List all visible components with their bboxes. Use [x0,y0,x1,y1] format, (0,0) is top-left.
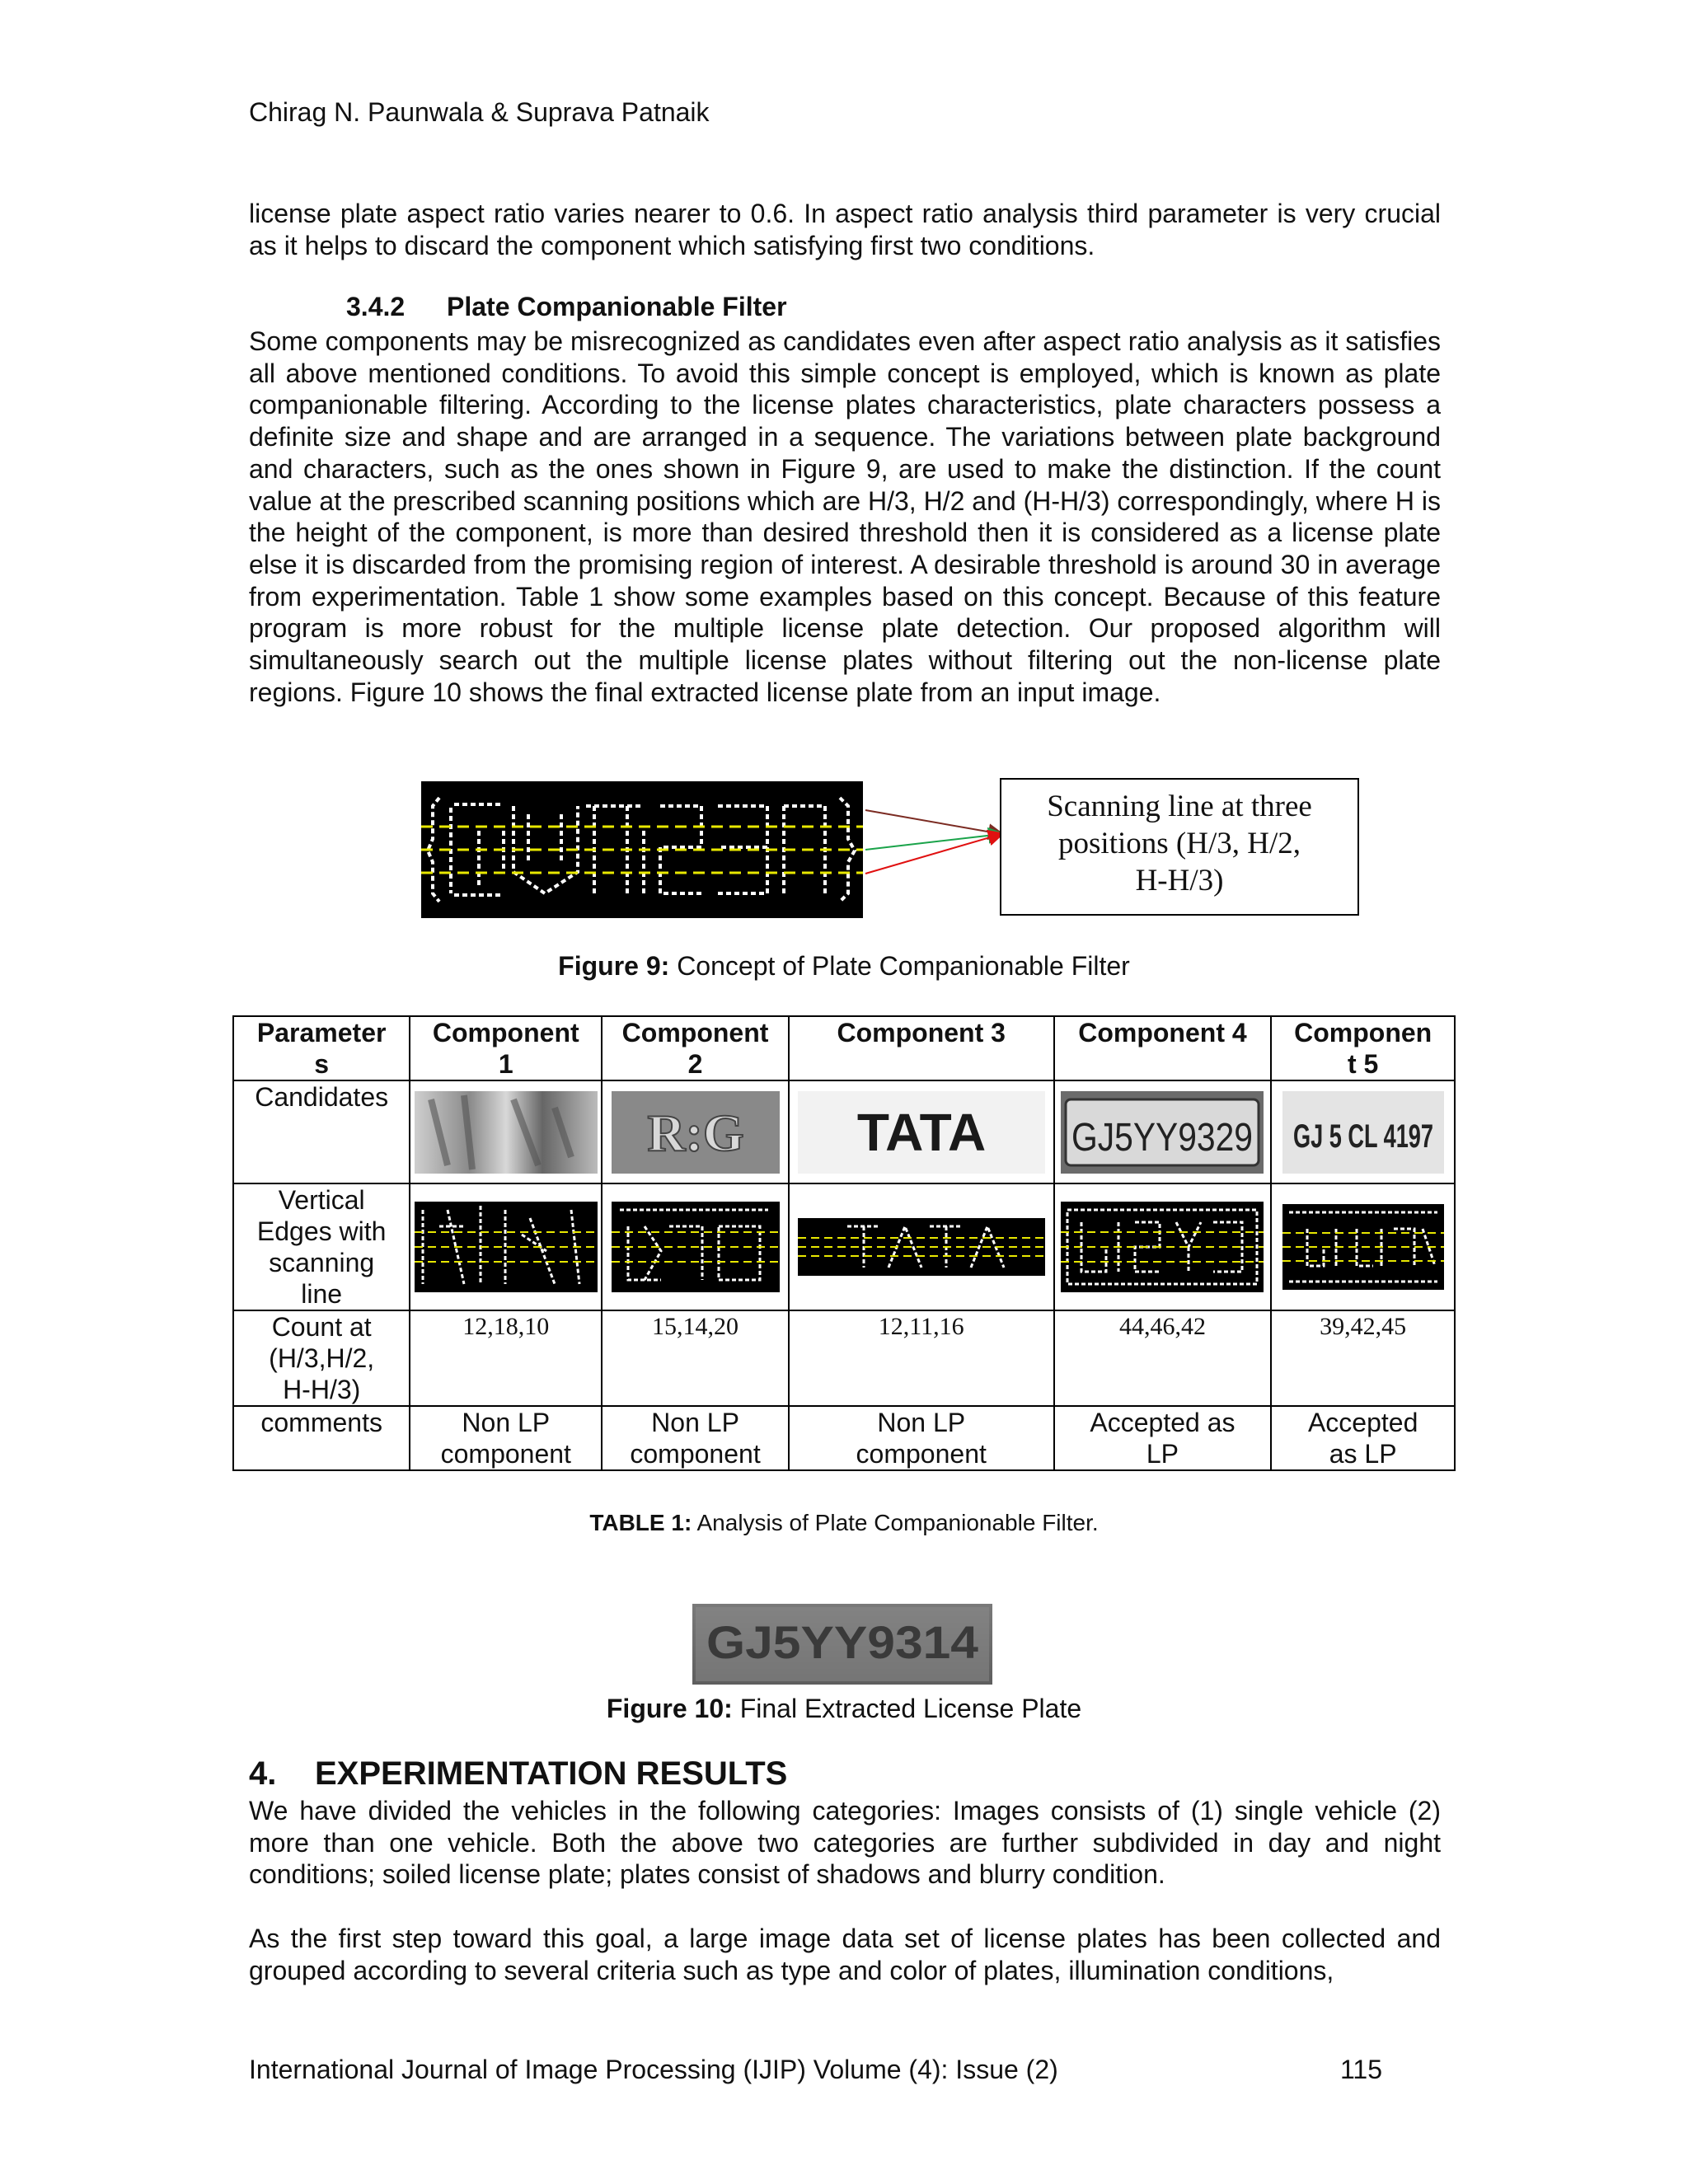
count-component-2: 15,14,20 [602,1310,789,1406]
table-header-row [233,1016,1455,1080]
figure9-label: Figure 9: [558,951,670,981]
paragraph-companionable-filter: Some components may be misrecognized as candidates even after aspect ratio analysis as it satisfies all above mentioned conditions. To avoid this simple concept is employed, which is known as plate companionable filtering. According to the license plates characteristics, plate characters possess a definite size and shape and are arranged in a sequence. The variations between plate background and characters, such as the ones shown in Figure 9, are used to make the distinction. If the count value at the prescribed scanning positions which are H/3, H/2 and (H-H/3) correspondingly, where H is the height of the component, is more than desired threshold then it is considered as a license plate else it is discarded from the promising region of interest. A desirable threshold is around 30 in average from experimentation. Table 1 show some examples based on this concept. Because of this feature program is more robust for the multiple license plate detection. Our proposed algorithm will simultaneously search out the multiple license plates without filtering out the non-license plate regions. Figure 10 shows the final extracted license plate from an input image. [249,326,1441,707]
table1 [232,1015,1456,1471]
table1-caption [0,1510,1688,1536]
count-component-5: 39,42,45 [1271,1310,1455,1406]
arrow-top-scanline [865,810,1001,834]
candidate-5-text: GJ 5 CL 4197 [1292,1118,1433,1155]
arrow-bottom-scanline [865,834,1001,874]
edge-image-2 [602,1183,789,1310]
paragraph-dataset: As the first step toward this goal, a large image data set of license plates has been collected and grouped according to several criteria such as type and color of plates, illumination conditions, [249,1924,1441,1985]
annotation-line-1: Scanning line at three [1047,790,1312,823]
figure9-annotation-box [1000,778,1359,916]
table-row-comments [233,1406,1455,1470]
figure10-label: Figure 10: [606,1694,733,1723]
arrow-mid-scanline [865,834,1001,850]
footer-journal: International Journal of Image Processing (IJIP) Volume (4): Issue (2) [249,2055,1058,2084]
header-component-4: Component 4 [1054,1016,1272,1080]
candidate-4-text: GJ5YY9329 [1071,1115,1254,1160]
edge-image-5 [1271,1183,1455,1310]
header-parameters: Parameter s [233,1016,410,1080]
comment-component-3: Non LP component [789,1406,1054,1470]
figure9-caption-text: Concept of Plate Companionable Filter [677,951,1130,981]
annotation-line-2: positions (H/3, H/2, [1058,827,1301,860]
paragraph-aspect-ratio: license plate aspect ratio varies nearer to 0.6. In aspect ratio analysis third parameter is very crucial as it helps to discard the component which satisfying first two conditions. [249,199,1441,260]
annotation-line-3: H-H/3) [1135,864,1224,898]
figure9-edge-image [421,781,863,918]
header-component-1: Component 1 [410,1016,602,1080]
paragraph-categories: We have divided the vehicles in the following categories: Images consists of (1) single vehicle (2) more than one vehicle. Both the above two categories are further subdivided in day and night conditions; soiled license plate; plates consist of shadows and blurry condition. [249,1796,1441,1890]
table-row-candidates [233,1080,1455,1183]
table1-label: TABLE 1: [589,1510,692,1535]
comment-component-2: Non LP component [602,1406,789,1470]
subsection-heading [346,292,787,322]
figure9-caption [0,951,1688,982]
subsection-title: Plate Companionable Filter [447,292,787,321]
comment-component-5: Accepted as LP [1271,1406,1455,1470]
figure10-caption [0,1694,1688,1724]
section-title: EXPERIMENTATION RESULTS [315,1755,788,1792]
header-component-2: Component 2 [602,1016,789,1080]
table1-caption-text: Analysis of Plate Companionable Filter. [696,1510,1099,1535]
running-header: Chirag N. Paunwala & Suprava Patnaik [249,97,710,127]
count-component-4: 44,46,42 [1054,1310,1272,1406]
figure10-plate-text: GJ5YY9314 [706,1616,978,1668]
table-row-counts [233,1310,1455,1406]
candidate-image-5 [1271,1080,1455,1183]
header-component-5: Componen t 5 [1271,1016,1455,1080]
row-label-comments: comments [233,1406,410,1470]
row-label-vertical-edges: Vertical Edges with scanning line [233,1183,410,1310]
subsection-number: 3.4.2 [346,292,406,321]
candidate-image-2 [602,1080,789,1183]
count-component-3: 12,11,16 [789,1310,1054,1406]
edge-image-3 [789,1183,1054,1310]
figure10-plate-image [692,1604,992,1685]
section-heading [249,1755,787,1793]
candidate-image-4 [1054,1080,1272,1183]
comment-component-1: Non LP component [410,1406,602,1470]
row-label-candidates: Candidates [233,1080,410,1183]
figure10-caption-text: Final Extracted License Plate [739,1694,1082,1723]
header-component-3: Component 3 [789,1016,1054,1080]
section-number: 4. [249,1755,277,1792]
candidate-image-3 [789,1080,1054,1183]
edge-image-4 [1054,1183,1272,1310]
candidate-3-text: TATA [856,1102,986,1162]
footer-page-number: 115 [1340,2055,1383,2084]
comment-component-4: Accepted as LP [1054,1406,1272,1470]
edge-image-1 [410,1183,602,1310]
candidate-image-1 [410,1080,602,1183]
table-row-vertical-edges [233,1183,1455,1310]
candidate-2-text: R:G [646,1103,744,1162]
figure9-pointer-arrows [857,804,1006,894]
count-component-1: 12,18,10 [410,1310,602,1406]
row-label-count: Count at (H/3,H/2, H-H/3) [233,1310,410,1406]
